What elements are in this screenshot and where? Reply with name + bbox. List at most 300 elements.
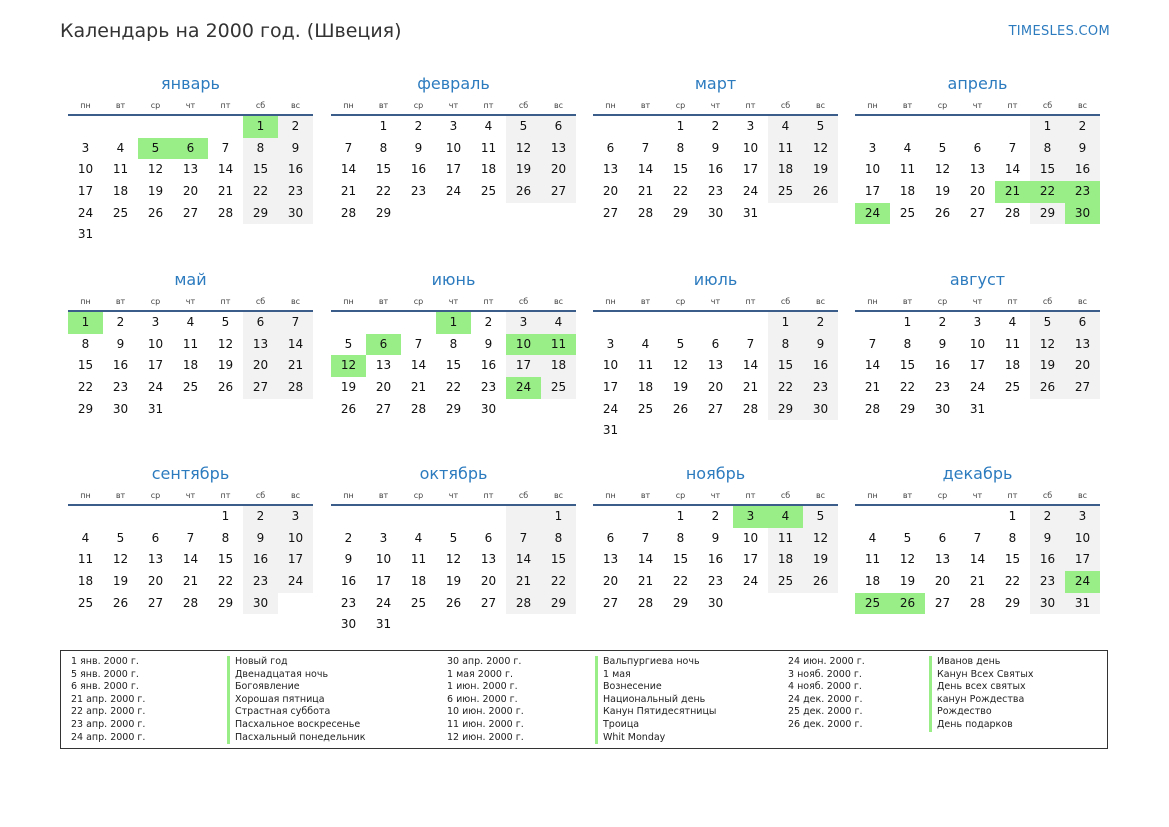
day-cell: 28 bbox=[217, 205, 234, 220]
day-cell: 13 bbox=[147, 552, 164, 567]
weekday-label: ср bbox=[937, 296, 948, 306]
day-cell: 8 bbox=[676, 140, 685, 155]
day-cell: 11 bbox=[480, 140, 497, 155]
legend-entry: Троица bbox=[595, 719, 716, 732]
day-cell: 25 bbox=[182, 380, 199, 395]
day-cell: 24 bbox=[742, 184, 759, 199]
day-cell: 24 bbox=[602, 401, 619, 416]
day-cell: 17 bbox=[742, 552, 759, 567]
weekday-label: вс bbox=[815, 100, 826, 110]
day-empty bbox=[173, 506, 208, 528]
day-cell: 27 bbox=[934, 595, 951, 610]
weekday-label: пт bbox=[220, 296, 231, 306]
day-cell: 12 bbox=[672, 358, 689, 373]
weekday-label: пт bbox=[220, 100, 231, 110]
day-cell: 1 bbox=[676, 119, 685, 133]
day-cell: 3 bbox=[973, 315, 982, 329]
holiday-legend bbox=[60, 650, 1108, 749]
weekday-label: пн bbox=[343, 296, 354, 306]
day-cell: 9 bbox=[711, 530, 720, 545]
day-empty bbox=[733, 312, 768, 334]
day-cell: 27 bbox=[707, 401, 724, 416]
day-cell: 16 bbox=[934, 358, 951, 373]
day-empty bbox=[593, 506, 628, 528]
weekday-header bbox=[68, 292, 313, 312]
day-cell: 6 bbox=[541, 116, 576, 138]
day-cell: 23 bbox=[243, 571, 278, 593]
weekday-label: вт bbox=[902, 490, 913, 500]
day-cell: 20 bbox=[602, 184, 619, 199]
day-cell: 6 bbox=[711, 336, 720, 351]
day-cell: 18 bbox=[768, 549, 803, 571]
day-cell: 16 bbox=[1065, 159, 1100, 181]
day-cell: 2 bbox=[116, 315, 125, 329]
day-cell: 26 bbox=[506, 181, 541, 203]
day-cell: 21 bbox=[637, 574, 654, 589]
day-cell: 17 bbox=[864, 184, 881, 199]
day-cell: 29 bbox=[77, 401, 94, 416]
day-cell: 24 bbox=[445, 184, 462, 199]
day-cell: 23 bbox=[112, 380, 129, 395]
day-empty bbox=[366, 312, 401, 334]
weekday-label: вт bbox=[378, 100, 389, 110]
month-name: июнь bbox=[431, 270, 476, 289]
day-cell: 10 bbox=[147, 336, 164, 351]
day-cell: 3 bbox=[606, 336, 615, 351]
day-cell: 9 bbox=[1065, 138, 1100, 160]
day-grid bbox=[68, 506, 313, 614]
day-empty bbox=[925, 116, 960, 138]
day-empty bbox=[628, 116, 663, 138]
day-cell: 12 bbox=[934, 162, 951, 177]
day-cell: 30 bbox=[278, 203, 313, 225]
day-cell: 13 bbox=[375, 358, 392, 373]
day-cell: 22 bbox=[768, 377, 803, 399]
day-cell: 15 bbox=[243, 159, 278, 181]
day-cell: 15 bbox=[375, 162, 392, 177]
month-name: ноябрь bbox=[685, 464, 746, 483]
day-empty bbox=[331, 116, 366, 138]
weekday-header bbox=[855, 486, 1100, 506]
day-cell-holiday: 6 bbox=[366, 334, 401, 356]
day-cell: 7 bbox=[746, 336, 755, 351]
day-empty bbox=[173, 116, 208, 138]
day-cell: 29 bbox=[1004, 595, 1021, 610]
day-empty bbox=[138, 506, 173, 528]
day-cell: 10 bbox=[742, 530, 759, 545]
day-cell-holiday: 30 bbox=[1065, 203, 1100, 225]
legend-entry: 6 янв. 2000 г. bbox=[71, 681, 139, 693]
weekday-label: пт bbox=[483, 296, 494, 306]
day-cell: 6 bbox=[484, 530, 493, 545]
day-cell: 15 bbox=[445, 358, 462, 373]
day-cell: 3 bbox=[746, 119, 755, 133]
day-empty bbox=[698, 312, 733, 334]
day-cell: 19 bbox=[217, 358, 234, 373]
day-cell: 30 bbox=[1030, 593, 1065, 615]
day-cell: 23 bbox=[480, 380, 497, 395]
legend-entry: Иванов день bbox=[929, 656, 1033, 669]
day-cell: 9 bbox=[278, 138, 313, 160]
day-cell: 21 bbox=[340, 184, 357, 199]
day-cell: 18 bbox=[864, 574, 881, 589]
weekday-label: пт bbox=[1007, 100, 1018, 110]
day-cell: 3 bbox=[449, 119, 458, 133]
day-cell: 5 bbox=[903, 530, 912, 545]
weekday-label: ср bbox=[413, 490, 424, 500]
legend-dates-2 bbox=[447, 656, 524, 744]
day-cell: 16 bbox=[340, 574, 357, 589]
day-cell-holiday: 3 bbox=[733, 506, 768, 528]
day-cell: 30 bbox=[803, 399, 838, 421]
day-cell: 28 bbox=[969, 595, 986, 610]
day-cell: 27 bbox=[969, 205, 986, 220]
weekday-label: пн bbox=[605, 490, 616, 500]
day-cell-holiday: 26 bbox=[890, 593, 925, 615]
day-cell: 24 bbox=[147, 380, 164, 395]
day-grid bbox=[855, 116, 1100, 224]
weekday-label: пт bbox=[220, 490, 231, 500]
day-cell: 24 bbox=[278, 571, 313, 593]
day-cell: 20 bbox=[969, 184, 986, 199]
weekday-header bbox=[331, 292, 576, 312]
day-cell: 11 bbox=[1004, 336, 1021, 351]
legend-entry: Пасхальный понедельник bbox=[227, 732, 366, 745]
day-cell: 28 bbox=[278, 377, 313, 399]
day-cell-holiday: 10 bbox=[506, 334, 541, 356]
day-cell: 6 bbox=[973, 140, 982, 155]
day-empty bbox=[331, 312, 366, 334]
day-cell: 28 bbox=[182, 595, 199, 610]
weekday-label: чт bbox=[185, 296, 196, 306]
weekday-label: пн bbox=[867, 296, 878, 306]
day-cell: 11 bbox=[77, 552, 94, 567]
day-cell: 11 bbox=[112, 162, 129, 177]
weekday-label: сб bbox=[780, 100, 791, 110]
day-cell: 31 bbox=[77, 227, 94, 242]
day-cell: 13 bbox=[1065, 334, 1100, 356]
month-name: март bbox=[694, 74, 737, 93]
day-cell: 27 bbox=[602, 205, 619, 220]
legend-entry: Канун Пятидесятницы bbox=[595, 706, 716, 719]
day-cell: 14 bbox=[506, 549, 541, 571]
month-block bbox=[855, 462, 1100, 614]
day-cell: 2 bbox=[278, 116, 313, 138]
legend-entry: 6 июн. 2000 г. bbox=[447, 693, 518, 705]
day-cell: 23 bbox=[278, 181, 313, 203]
day-cell: 27 bbox=[147, 595, 164, 610]
day-cell: 8 bbox=[81, 336, 90, 351]
day-cell: 20 bbox=[934, 574, 951, 589]
day-cell: 12 bbox=[1030, 334, 1065, 356]
day-cell: 9 bbox=[344, 552, 353, 567]
day-cell: 29 bbox=[541, 593, 576, 615]
day-cell: 16 bbox=[1030, 549, 1065, 571]
day-empty bbox=[855, 506, 890, 528]
legend-entry: Рождество bbox=[929, 706, 1033, 719]
day-cell: 25 bbox=[480, 184, 497, 199]
day-cell: 18 bbox=[899, 184, 916, 199]
month-name: май bbox=[174, 270, 207, 289]
weekday-label: пн bbox=[867, 490, 878, 500]
day-cell: 13 bbox=[182, 162, 199, 177]
weekday-label: вт bbox=[115, 100, 126, 110]
day-cell: 22 bbox=[217, 574, 234, 589]
day-cell: 18 bbox=[77, 574, 94, 589]
day-cell: 11 bbox=[899, 162, 916, 177]
day-cell: 4 bbox=[116, 140, 125, 155]
day-cell: 20 bbox=[480, 574, 497, 589]
weekday-header bbox=[68, 96, 313, 116]
day-cell: 13 bbox=[541, 138, 576, 160]
day-cell: 18 bbox=[480, 162, 497, 177]
day-cell: 28 bbox=[637, 595, 654, 610]
day-empty bbox=[855, 312, 890, 334]
day-cell: 30 bbox=[112, 401, 129, 416]
day-cell: 4 bbox=[484, 119, 493, 133]
weekday-label: чт bbox=[972, 100, 983, 110]
day-cell: 8 bbox=[1030, 138, 1065, 160]
day-cell: 14 bbox=[864, 358, 881, 373]
day-cell: 13 bbox=[602, 162, 619, 177]
day-cell: 7 bbox=[344, 140, 353, 155]
day-cell: 2 bbox=[484, 315, 493, 329]
weekday-label: пт bbox=[483, 100, 494, 110]
day-cell: 7 bbox=[278, 312, 313, 334]
day-cell: 27 bbox=[602, 595, 619, 610]
day-cell: 2 bbox=[938, 315, 947, 329]
day-cell: 11 bbox=[182, 336, 199, 351]
day-cell: 4 bbox=[1008, 315, 1017, 329]
day-cell: 14 bbox=[340, 162, 357, 177]
weekday-label: чт bbox=[710, 490, 721, 500]
site-link[interactable]: TIMESLES.COM bbox=[1008, 24, 1110, 39]
day-cell: 12 bbox=[803, 138, 838, 160]
legend-entry: 12 июн. 2000 г. bbox=[447, 731, 524, 743]
legend-entry: 4 нояб. 2000 г. bbox=[788, 681, 862, 693]
month-name: август bbox=[949, 270, 1006, 289]
weekday-label: чт bbox=[972, 296, 983, 306]
day-cell: 11 bbox=[637, 358, 654, 373]
day-cell: 13 bbox=[707, 358, 724, 373]
weekday-label: вт bbox=[640, 490, 651, 500]
day-cell: 6 bbox=[938, 530, 947, 545]
day-cell: 17 bbox=[147, 358, 164, 373]
legend-names-3 bbox=[929, 656, 1033, 732]
day-cell: 23 bbox=[934, 380, 951, 395]
day-cell: 23 bbox=[410, 184, 427, 199]
weekday-label: вс bbox=[553, 490, 564, 500]
day-cell: 9 bbox=[243, 528, 278, 550]
day-cell: 19 bbox=[1030, 355, 1065, 377]
day-cell: 22 bbox=[77, 380, 94, 395]
day-cell: 9 bbox=[116, 336, 125, 351]
weekday-label: пт bbox=[745, 100, 756, 110]
day-cell: 9 bbox=[484, 336, 493, 351]
day-cell: 2 bbox=[414, 119, 423, 133]
day-cell: 4 bbox=[414, 530, 423, 545]
day-cell: 4 bbox=[641, 336, 650, 351]
day-cell-holiday: 6 bbox=[173, 138, 208, 160]
day-cell: 19 bbox=[803, 159, 838, 181]
day-cell: 10 bbox=[278, 528, 313, 550]
day-cell: 21 bbox=[637, 184, 654, 199]
day-cell: 18 bbox=[112, 184, 129, 199]
day-empty bbox=[331, 506, 366, 528]
legend-entry: Страстная суббота bbox=[227, 706, 366, 719]
day-cell: 28 bbox=[340, 205, 357, 220]
day-cell: 29 bbox=[243, 203, 278, 225]
day-empty bbox=[593, 116, 628, 138]
day-cell: 26 bbox=[112, 595, 129, 610]
day-cell: 21 bbox=[506, 571, 541, 593]
day-cell: 22 bbox=[672, 574, 689, 589]
day-cell: 20 bbox=[707, 380, 724, 395]
day-cell: 13 bbox=[602, 552, 619, 567]
legend-entry: 22 апр. 2000 г. bbox=[71, 706, 146, 718]
day-empty bbox=[663, 312, 698, 334]
day-cell: 11 bbox=[864, 552, 881, 567]
weekday-label: сб bbox=[1042, 296, 1053, 306]
day-cell: 19 bbox=[147, 184, 164, 199]
day-cell: 7 bbox=[1008, 140, 1017, 155]
day-cell: 6 bbox=[151, 530, 160, 545]
weekday-label: пт bbox=[745, 296, 756, 306]
day-cell: 1 bbox=[541, 506, 576, 528]
weekday-label: пн bbox=[605, 100, 616, 110]
day-cell: 8 bbox=[903, 336, 912, 351]
day-empty bbox=[855, 116, 890, 138]
day-cell-holiday: 24 bbox=[1065, 571, 1100, 593]
legend-entry: День всех святых bbox=[929, 681, 1033, 694]
day-cell: 13 bbox=[243, 334, 278, 356]
day-cell: 9 bbox=[711, 140, 720, 155]
weekday-label: ср bbox=[937, 100, 948, 110]
legend-entry: канун Рождества bbox=[929, 694, 1033, 707]
day-cell: 23 bbox=[340, 595, 357, 610]
weekday-label: чт bbox=[710, 100, 721, 110]
day-cell: 29 bbox=[672, 205, 689, 220]
legend-dates-3 bbox=[788, 656, 865, 732]
day-cell: 1 bbox=[676, 509, 685, 523]
day-cell: 8 bbox=[221, 530, 230, 545]
day-cell: 31 bbox=[1065, 593, 1100, 615]
day-cell: 7 bbox=[414, 336, 423, 351]
day-cell: 25 bbox=[112, 205, 129, 220]
month-name: декабрь bbox=[942, 464, 1013, 483]
month-block bbox=[593, 462, 838, 614]
day-cell: 21 bbox=[278, 355, 313, 377]
day-cell: 18 bbox=[768, 159, 803, 181]
day-cell: 29 bbox=[672, 595, 689, 610]
legend-entry: 21 апр. 2000 г. bbox=[71, 693, 146, 705]
month-name: апрель bbox=[947, 74, 1008, 93]
day-cell: 8 bbox=[379, 140, 388, 155]
day-cell: 29 bbox=[445, 401, 462, 416]
day-empty bbox=[995, 116, 1030, 138]
month-block bbox=[68, 268, 313, 420]
day-cell-holiday: 11 bbox=[541, 334, 576, 356]
weekday-label: вт bbox=[640, 100, 651, 110]
day-cell: 29 bbox=[899, 401, 916, 416]
month-block bbox=[331, 72, 576, 224]
day-cell-holiday: 4 bbox=[768, 506, 803, 528]
day-cell: 18 bbox=[637, 380, 654, 395]
weekday-label: вс bbox=[1077, 296, 1088, 306]
day-cell: 13 bbox=[480, 552, 497, 567]
weekday-header bbox=[593, 486, 838, 506]
legend-names-2 bbox=[595, 656, 716, 744]
day-grid bbox=[331, 312, 576, 420]
weekday-label: ср bbox=[675, 296, 686, 306]
day-cell: 20 bbox=[182, 184, 199, 199]
legend-entry: 24 дек. 2000 г. bbox=[788, 693, 863, 705]
day-cell: 15 bbox=[1030, 159, 1065, 181]
day-cell: 13 bbox=[934, 552, 951, 567]
day-cell: 2 bbox=[344, 530, 353, 545]
weekday-label: вс bbox=[290, 100, 301, 110]
day-cell: 16 bbox=[112, 358, 129, 373]
weekday-label: вт bbox=[902, 100, 913, 110]
day-cell: 22 bbox=[899, 380, 916, 395]
legend-entry: 24 июн. 2000 г. bbox=[788, 656, 865, 667]
day-cell: 8 bbox=[1008, 530, 1017, 545]
day-cell: 25 bbox=[899, 205, 916, 220]
day-cell: 30 bbox=[480, 401, 497, 416]
weekday-label: пн bbox=[80, 490, 91, 500]
day-cell: 2 bbox=[803, 312, 838, 334]
day-cell: 3 bbox=[506, 312, 541, 334]
day-cell: 15 bbox=[77, 358, 94, 373]
day-cell: 14 bbox=[182, 552, 199, 567]
day-cell: 5 bbox=[344, 336, 353, 351]
day-cell: 15 bbox=[899, 358, 916, 373]
day-cell: 25 bbox=[637, 401, 654, 416]
day-cell: 21 bbox=[217, 184, 234, 199]
day-cell: 26 bbox=[672, 401, 689, 416]
day-cell: 12 bbox=[899, 552, 916, 567]
legend-entry: 1 июн. 2000 г. bbox=[447, 681, 518, 693]
day-cell: 4 bbox=[81, 530, 90, 545]
day-cell: 19 bbox=[506, 159, 541, 181]
day-cell: 25 bbox=[541, 377, 576, 399]
day-empty bbox=[890, 506, 925, 528]
day-cell: 19 bbox=[803, 549, 838, 571]
day-cell: 31 bbox=[969, 401, 986, 416]
day-cell: 5 bbox=[938, 140, 947, 155]
day-cell: 8 bbox=[541, 528, 576, 550]
day-cell: 22 bbox=[672, 184, 689, 199]
day-cell: 20 bbox=[541, 159, 576, 181]
weekday-label: пт bbox=[1007, 490, 1018, 500]
day-cell: 20 bbox=[1065, 355, 1100, 377]
day-cell-holiday: 1 bbox=[243, 116, 278, 138]
weekday-label: вт bbox=[378, 296, 389, 306]
day-cell: 25 bbox=[768, 181, 803, 203]
day-cell: 5 bbox=[116, 530, 125, 545]
day-cell: 15 bbox=[217, 552, 234, 567]
day-cell: 10 bbox=[1065, 528, 1100, 550]
day-cell: 9 bbox=[1030, 528, 1065, 550]
day-cell: 28 bbox=[637, 205, 654, 220]
day-cell: 16 bbox=[410, 162, 427, 177]
legend-entry: Двенадцатая ночь bbox=[227, 669, 366, 682]
legend-entry: 26 дек. 2000 г. bbox=[788, 718, 863, 730]
day-cell: 2 bbox=[1030, 506, 1065, 528]
weekday-label: сб bbox=[1042, 490, 1053, 500]
month-name: сентябрь bbox=[151, 464, 230, 483]
legend-entry: 30 апр. 2000 г. bbox=[447, 656, 522, 667]
